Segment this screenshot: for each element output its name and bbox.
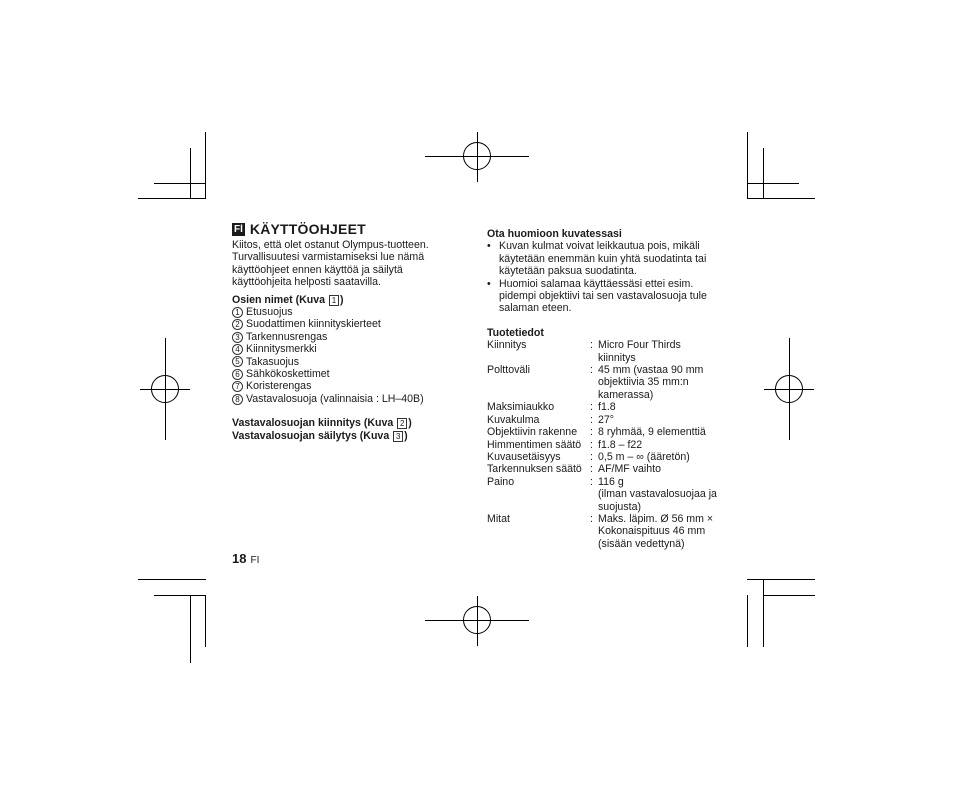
- specs-heading: Tuotetiedot: [487, 326, 544, 339]
- table-row: Kuvakulma : 27°: [487, 413, 615, 426]
- figure-number: 1: [329, 295, 339, 306]
- list-item: • Kuvan kulmat voivat leikkautua pois, mikäli käytetään enemmän kuin yhtä suodatinta tai käytetään paksua suodatinta.: [487, 240, 707, 278]
- table-row: Paino : 116 g (ilman vastavalosuojaa ja suojusta): [487, 475, 717, 513]
- page-title: KÄYTTÖOHJEET: [249, 220, 366, 237]
- right-column: [487, 228, 747, 550]
- list-item: 5 Takasuojus: [232, 356, 454, 368]
- list-item: 8 Vastavalosuoja (valinnaisia : LH–40B): [232, 393, 454, 405]
- list-item: 2 Suodattimen kiinnityskierteet: [232, 318, 454, 330]
- registration-circle: [463, 606, 491, 634]
- registration-circle: [775, 375, 803, 403]
- crop-mark: [763, 595, 815, 596]
- crop-mark: [205, 595, 206, 647]
- crop-mark: [154, 595, 206, 596]
- crop-mark: [747, 595, 748, 647]
- list-item: 3 Tarkennusrengas: [232, 331, 454, 343]
- table-row: Maksimiaukko : f1.8: [487, 401, 616, 414]
- language-badge: Fl: [234, 223, 243, 235]
- list-item: 4 Kiinnitysmerkki: [232, 343, 454, 355]
- hood-store-heading: Vastavalosuojan säilytys (Kuva 3 ): [232, 429, 408, 442]
- crop-mark: [747, 579, 815, 580]
- parts-list: [232, 306, 454, 405]
- page-number: 18 FI: [232, 551, 260, 566]
- registration-circle: [463, 142, 491, 170]
- table-row: Himmentimen säätö : f1.8 – f22: [487, 438, 643, 451]
- list-item: • Huomioi salamaa käyttäessäsi ettei esim. pidempi objektiivi tai sen vastavalosuoja tule salaman eteen.: [487, 277, 707, 315]
- parts-heading: Osien nimet (Kuva 1 ): [232, 293, 344, 306]
- list-item: 1 Etusuojus: [232, 306, 454, 318]
- list-item: 6 Sähkökoskettimet: [232, 368, 454, 380]
- figure-number: 3: [393, 431, 403, 442]
- crop-mark: [747, 183, 799, 184]
- crop-mark: [154, 183, 206, 184]
- table-row: Objektiivin rakenne : 8 ryhmää, 9 elementtiä: [487, 426, 706, 439]
- hood-attach-heading: Vastavalosuojan kiinnitys (Kuva 2 ): [232, 417, 412, 430]
- left-column: [232, 221, 454, 442]
- figure-number: 2: [397, 418, 407, 429]
- intro-paragraph: Kiitos, että olet ostanut Olympus-tuotteen. Turvallisuutesi varmistamiseksi lue nämä käyttöohjeet ennen käyttöä ja säilytä käyttöohjeita helposti saatavilla.: [232, 239, 429, 289]
- crop-mark: [138, 579, 206, 580]
- section-heading: [232, 221, 454, 237]
- table-row: Polttoväli : 45 mm (vastaa 90 mm objektiivia 35 mm:n kamerassa): [487, 364, 704, 401]
- crop-mark: [763, 148, 764, 198]
- crop-mark: [190, 595, 191, 663]
- table-row: Kuvausetäisyys : 0,5 m – ∞ (ääretön): [487, 450, 690, 463]
- notes-heading: Ota huomioon kuvatessasi: [487, 228, 622, 240]
- specs-table: [487, 339, 747, 550]
- crop-mark: [747, 132, 748, 198]
- list-item: 7 Koristerengas: [232, 380, 454, 392]
- crop-mark: [747, 198, 815, 199]
- crop-mark: [190, 148, 191, 198]
- table-row: Mitat : Maks. läpim. Ø 56 mm × Kokonaispituus 46 mm (sisään vedettynä): [487, 512, 714, 550]
- registration-circle: [151, 375, 179, 403]
- crop-mark: [763, 579, 764, 647]
- table-row: Tarkennuksen säätö : AF/MF vaihto: [487, 463, 661, 476]
- crop-mark: [205, 132, 206, 198]
- table-row: Kiinnitys : Micro Four Thirds kiinnitys: [487, 339, 681, 364]
- crop-mark: [138, 198, 206, 199]
